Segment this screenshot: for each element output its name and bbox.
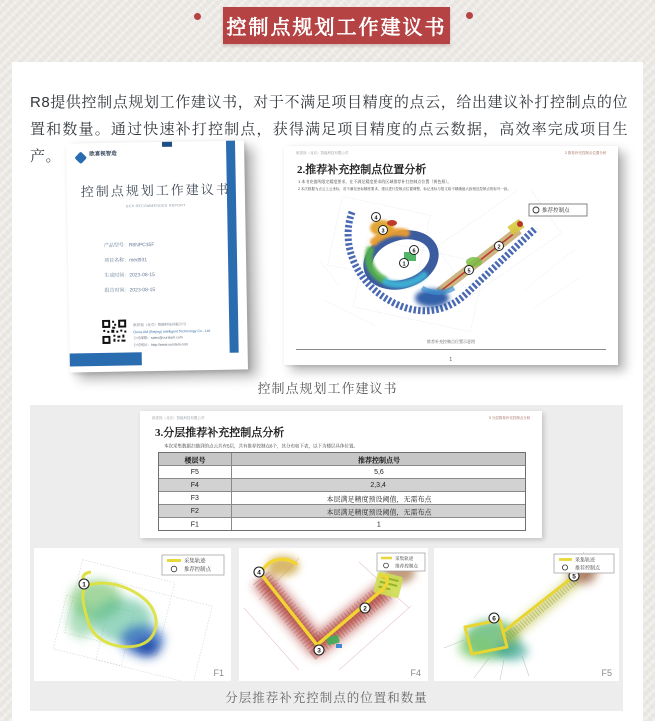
figure-label: F4	[410, 668, 421, 678]
pointcloud-f1	[34, 548, 231, 681]
doc3-section-title: 3.分层推荐补充控制点分析	[155, 427, 285, 439]
svg-text:1: 1	[82, 581, 86, 589]
svg-text:推荐控制点: 推荐控制点	[542, 208, 570, 215]
marker-1	[79, 579, 89, 589]
doc2-header-right: 2 推荐补充控制点位置分析	[564, 151, 606, 155]
doc2-header-left: 欧喜视（北京）智能科技有限公司	[296, 151, 349, 155]
cover-field-product: 产品型号：R8NPC35F	[103, 242, 155, 249]
table-row: F4 2,3,4	[159, 478, 525, 491]
floor-figure-f4	[239, 548, 428, 681]
report-page-2-image	[284, 146, 618, 365]
table-row: F1 1	[159, 517, 525, 530]
report-page-3-image	[140, 411, 542, 538]
company-name-en: OursLAM (Beijing) Intelligent Technology Co., Ltd.	[133, 328, 211, 334]
corridor-red-dot	[517, 221, 523, 227]
doc2-page-number: 1	[449, 357, 453, 363]
company-website: 公司网址：http://www.ourslam.com	[133, 341, 189, 347]
legend-f1	[162, 555, 224, 575]
floor-figure-f5	[434, 548, 619, 681]
trajectory-f5	[503, 576, 574, 632]
doc3-header-left: 欧喜视（北京）智能科技有限公司	[152, 416, 205, 420]
page-title: 控制点规划工作建议书	[226, 17, 447, 39]
svg-text:推荐控制点: 推荐控制点	[575, 565, 601, 572]
svg-text:1: 1	[402, 261, 406, 268]
figure-label: F1	[213, 668, 224, 678]
cover-field-generated: 生成时间：2023-08-15	[104, 272, 155, 279]
caption-report: 控制点规划工作建议书	[257, 381, 398, 396]
svg-text:5: 5	[467, 268, 471, 275]
table-row: F2 本层满足精度预设阈值，无需布点	[159, 504, 525, 517]
svg-text:3: 3	[317, 647, 321, 655]
report-cover-image	[66, 140, 248, 372]
banner-dot-left	[194, 13, 201, 20]
marker-6	[489, 613, 499, 623]
marker-3	[314, 645, 324, 655]
marker-4	[254, 567, 264, 577]
doc2-section-title: 2.推荐补充控制点位置分析	[297, 164, 427, 176]
col-points: 推荐控制点号	[357, 456, 400, 465]
col-floor: 楼层号	[184, 456, 206, 465]
svg-text:2: 2	[363, 605, 367, 613]
control-point-table	[158, 452, 526, 531]
company-email: 公司邮箱：sales@ourslam.com	[133, 335, 183, 341]
svg-text:4: 4	[374, 215, 378, 222]
svg-text:6: 6	[412, 248, 416, 255]
table-header-row	[159, 453, 525, 465]
doc3-body-text: 本次采集数据扫描到的点云共有5层，共有推荐控制点6个，其分布如下表，以下为楼层具体位置。	[164, 444, 359, 449]
cover-accent-bottom	[70, 352, 142, 366]
pointcloud-overview-figure	[304, 190, 594, 332]
svg-text:推荐控制点: 推荐控制点	[395, 563, 418, 569]
intro-paragraph: R8提供控制点规划工作建议书，对于不满足项目精度的点云，给出建议补打控制点的位置和数量。通过快速补打控制点，获得满足项目精度的点云数据，高效率完成项目生产。	[30, 94, 628, 165]
legend-f4	[377, 553, 425, 571]
banner-dot-right	[466, 12, 473, 19]
f4-blue-bit	[336, 644, 342, 648]
table-row: F5 5,6	[159, 465, 525, 478]
doc2-figure-caption: 推荐补充控制点位置示意图	[427, 340, 475, 345]
floor-figure-f1	[34, 548, 231, 681]
figure-label: F5	[601, 668, 612, 678]
cover-field-report-date: 报告时间：2023-08-15	[104, 287, 156, 294]
doc2-note-1: 1 本书充值所限定精度要求，在不满足精度要求的区域推荐补打控制点位置（黄色框）。	[298, 180, 452, 185]
qr-code	[101, 319, 127, 345]
caption-floor-figures: 分层推荐补充控制点的位置和数量	[225, 691, 428, 705]
company-logo	[76, 150, 139, 164]
cover-field-project: 项目名称：med931	[104, 257, 148, 264]
svg-text:采集轨迹: 采集轨迹	[575, 557, 596, 564]
pointcloud-f5	[434, 548, 619, 681]
analysis-panel	[30, 405, 623, 711]
doc2-note-2: 2 本次数据为点云上云坐标，若不满足坐标精度要求，建议进行控制点位置调整，标记坐标与报文给不精确值大致相近控制点的标号一致。	[298, 187, 511, 191]
legend-f5	[554, 554, 614, 573]
svg-text:采集轨迹: 采集轨迹	[184, 558, 206, 565]
logo-text: 欧喜视智造	[89, 150, 117, 158]
figure-legend	[529, 204, 587, 216]
svg-text:推荐控制点: 推荐控制点	[184, 567, 211, 574]
svg-text:2: 2	[497, 244, 501, 251]
svg-text:5: 5	[572, 573, 576, 581]
cover-fields	[104, 236, 206, 298]
cover-accent-top	[162, 142, 172, 147]
svg-text:3: 3	[381, 228, 385, 235]
svg-text:采集轨迹: 采集轨迹	[395, 556, 414, 561]
svg-text:6: 6	[492, 615, 496, 623]
doc3-header-right: 3 分层推荐补充控制点分析	[488, 416, 530, 420]
company-name-cn: 欧喜视（北京）智能科技有限公司	[133, 322, 186, 328]
cover-subtitle: GCP RECOMMENDED REPORT	[126, 203, 187, 209]
cover-title: 控制点规划工作建议书	[80, 181, 231, 200]
svg-text:4: 4	[257, 569, 261, 577]
pointcloud-f4	[239, 548, 428, 681]
doc2-footer-rule	[296, 349, 606, 350]
marker-2	[360, 603, 370, 613]
logo-diamond-icon	[74, 151, 87, 164]
title-banner	[223, 7, 450, 44]
hotspot-red	[387, 220, 397, 226]
table-row: F3 本层满足精度预设阈值，无需布点	[159, 491, 525, 504]
